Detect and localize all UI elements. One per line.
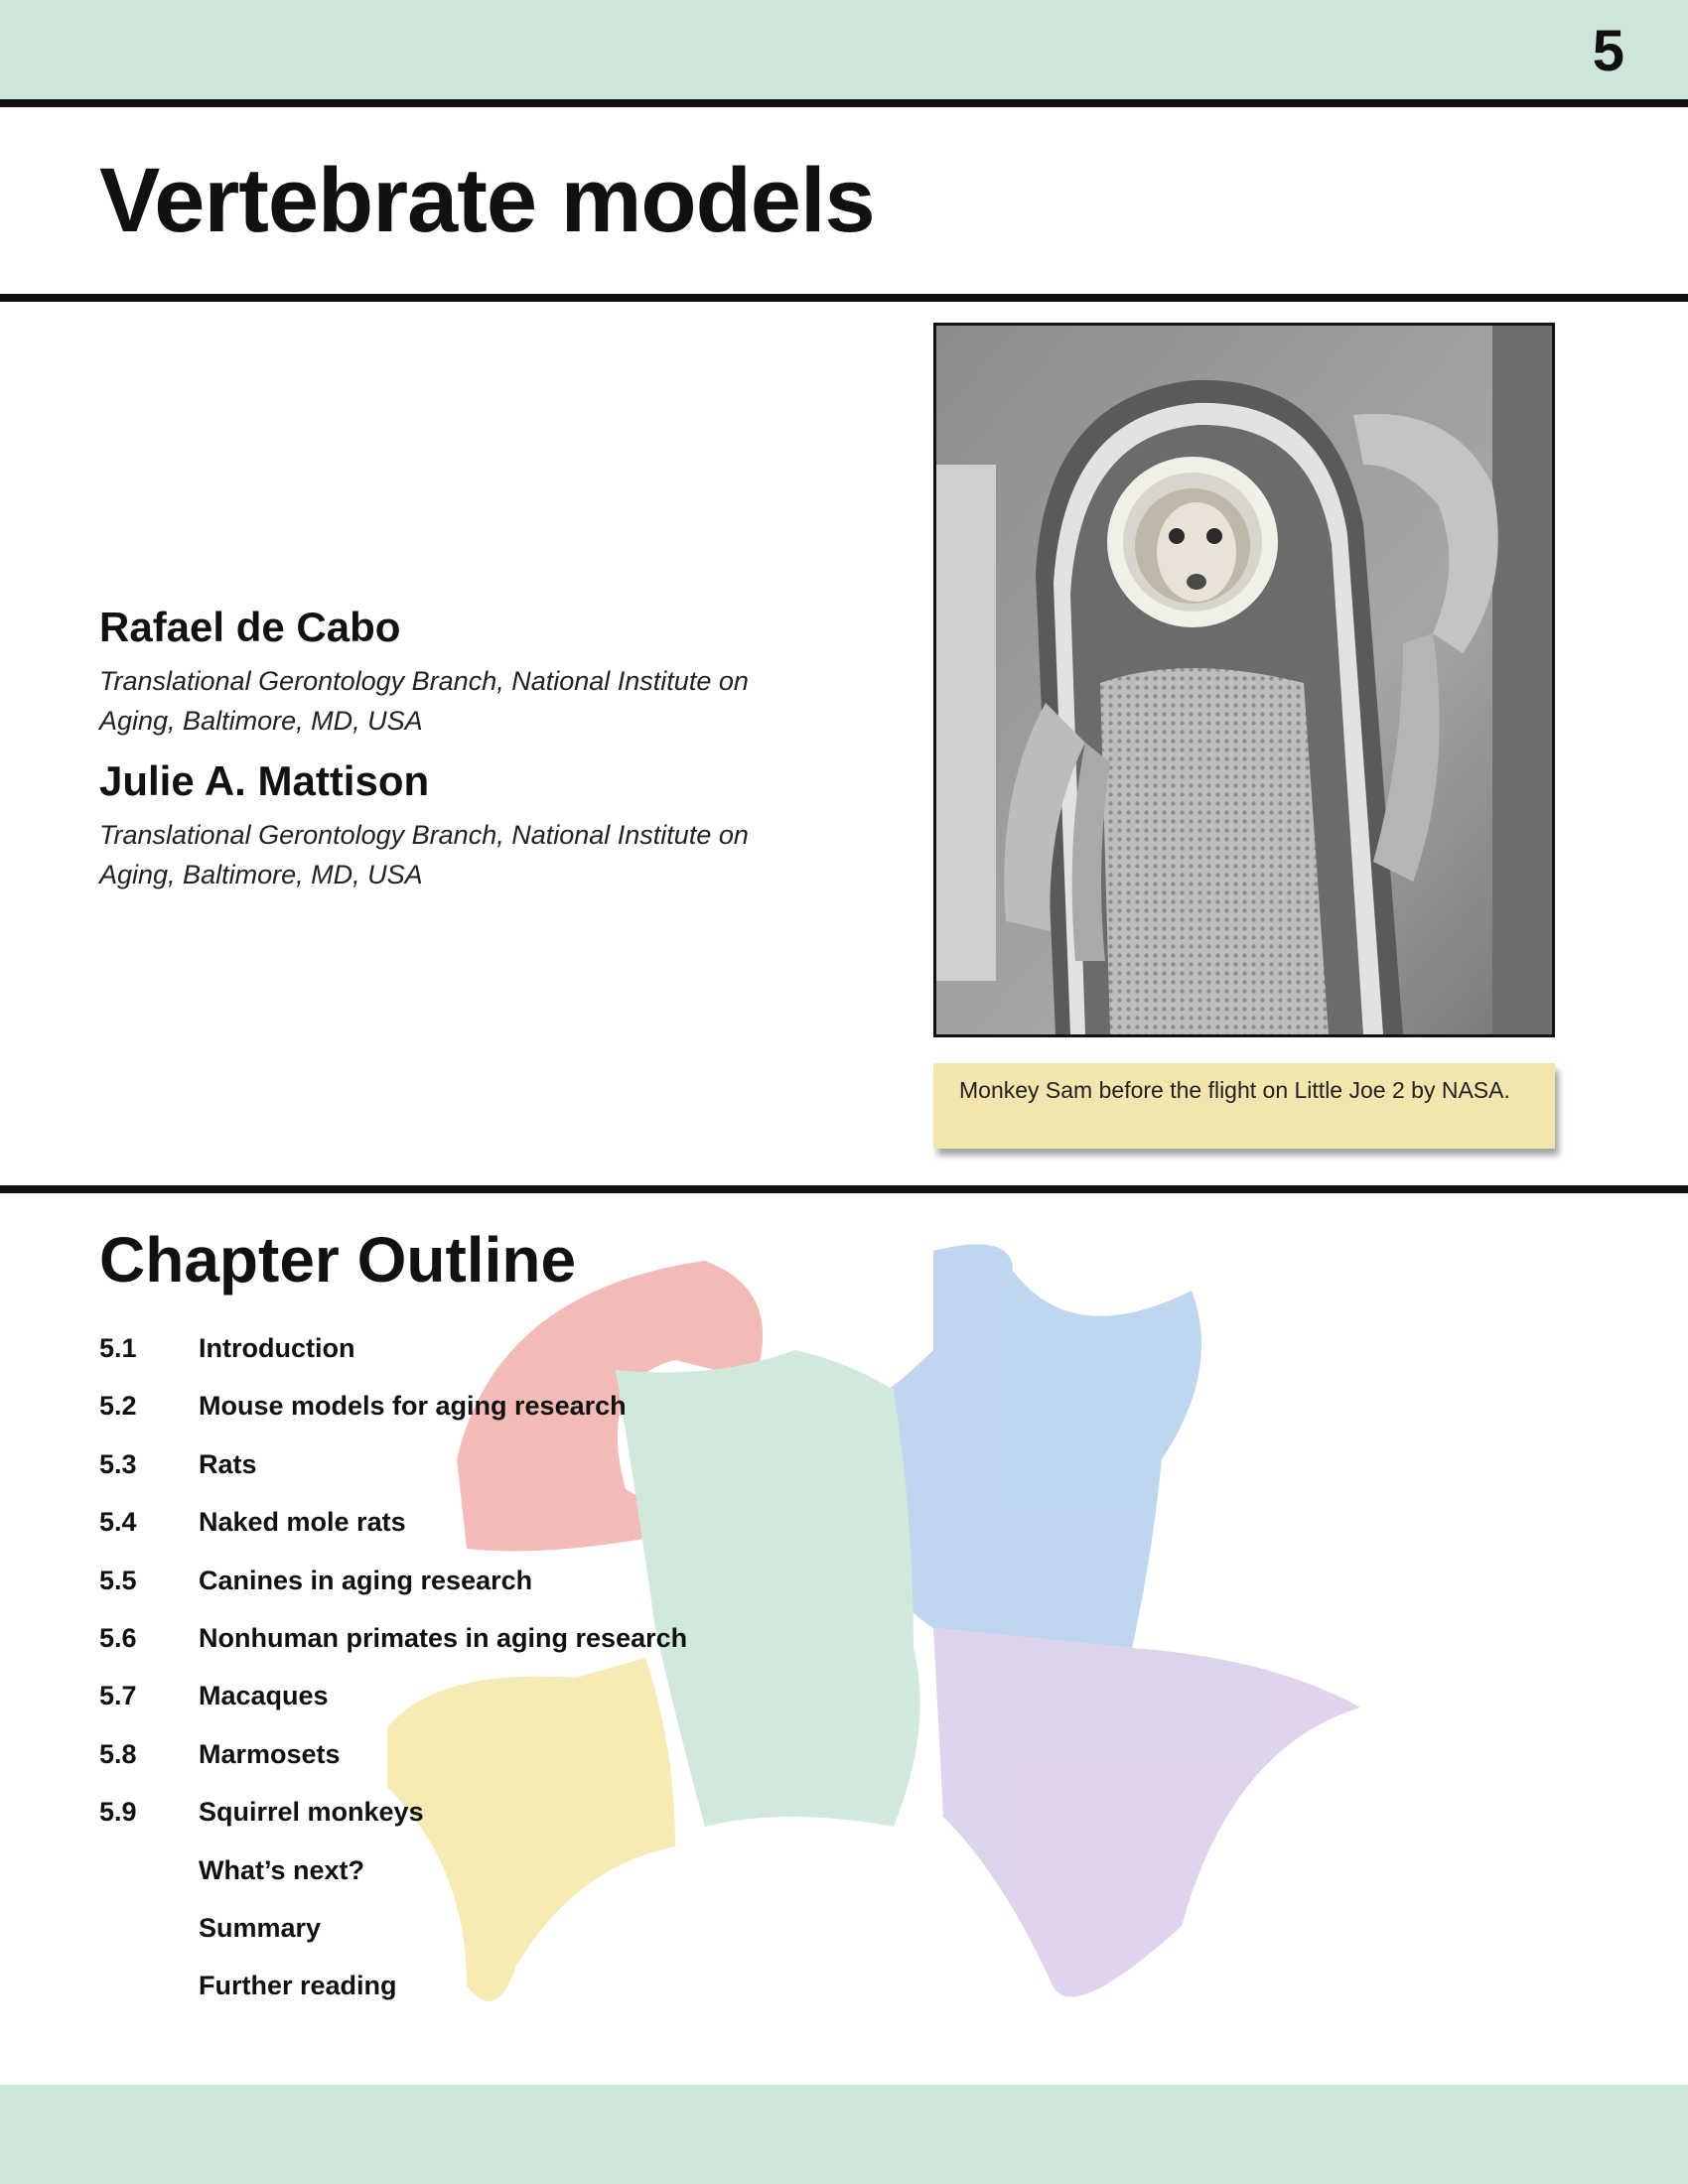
top-band	[0, 0, 1688, 99]
outline-item[interactable]	[99, 1444, 687, 1502]
outline-item[interactable]	[99, 1328, 687, 1386]
art-shape-purple	[933, 1628, 1360, 1996]
author-affiliation: Translational Gerontology Branch, National Institute on Aging, Baltimore, MD, USA	[99, 820, 749, 889]
outline-number: 5.9	[99, 1797, 137, 1828]
author-name: Julie A. Mattison	[99, 757, 430, 804]
monkey-photo-illustration	[936, 326, 1552, 1034]
outline-label: Further reading	[199, 1971, 397, 2001]
divider-rule	[0, 99, 1688, 107]
outline-label: Rats	[199, 1448, 257, 1479]
chapter-title: Vertebrate models	[99, 150, 875, 251]
chapter-outline-heading: Chapter Outline	[99, 1224, 577, 1296]
chapter-number: 5	[1592, 19, 1624, 83]
outline-item[interactable]	[99, 1734, 687, 1792]
outline-label: Squirrel monkeys	[199, 1797, 424, 1828]
outline-item[interactable]	[99, 1502, 687, 1560]
author-block	[99, 757, 794, 894]
outline-number: 5.3	[99, 1448, 137, 1479]
outline-number	[99, 1908, 199, 1966]
author-affiliation: Translational Gerontology Branch, National Institute on Aging, Baltimore, MD, USA	[99, 666, 749, 736]
outline-item[interactable]	[99, 1561, 687, 1618]
outline-label: Mouse models for aging research	[199, 1391, 627, 1422]
chapter-photo	[933, 323, 1555, 1037]
outline-number	[99, 1966, 199, 2023]
outline-number: 5.2	[99, 1391, 137, 1422]
outline-label: Marmosets	[199, 1738, 341, 1769]
outline-number: 5.5	[99, 1565, 137, 1595]
author-block	[99, 604, 794, 741]
outline-item[interactable]	[99, 1676, 687, 1733]
figure-caption: Monkey Sam before the flight on Little Joe 2 by NASA.	[933, 1063, 1555, 1149]
outline-number: 5.6	[99, 1622, 137, 1653]
bottom-band	[0, 2085, 1688, 2184]
outline-number: 5.1	[99, 1333, 137, 1363]
outline-item[interactable]	[99, 1792, 687, 1849]
outline-label: Canines in aging research	[199, 1565, 533, 1595]
outline-label: Naked mole rats	[199, 1507, 406, 1538]
outline-label: Introduction	[199, 1333, 355, 1363]
outline-item[interactable]	[99, 1850, 687, 1908]
divider-rule	[0, 294, 1688, 302]
chapter-outline-list	[99, 1328, 687, 2024]
outline-item[interactable]	[99, 1386, 687, 1443]
outline-item[interactable]	[99, 1966, 687, 2023]
outline-number	[99, 1850, 199, 1908]
outline-label: Summary	[199, 1912, 322, 1943]
outline-item[interactable]	[99, 1908, 687, 1966]
outline-number: 5.4	[99, 1507, 137, 1538]
divider-rule	[0, 1185, 1688, 1193]
outline-number: 5.7	[99, 1681, 137, 1711]
outline-label: Nonhuman primates in aging research	[199, 1622, 688, 1653]
outline-label: Macaques	[199, 1681, 329, 1711]
author-name: Rafael de Cabo	[99, 604, 401, 650]
outline-label: What’s next?	[199, 1854, 365, 1885]
outline-item[interactable]	[99, 1618, 687, 1676]
outline-number: 5.8	[99, 1738, 137, 1769]
